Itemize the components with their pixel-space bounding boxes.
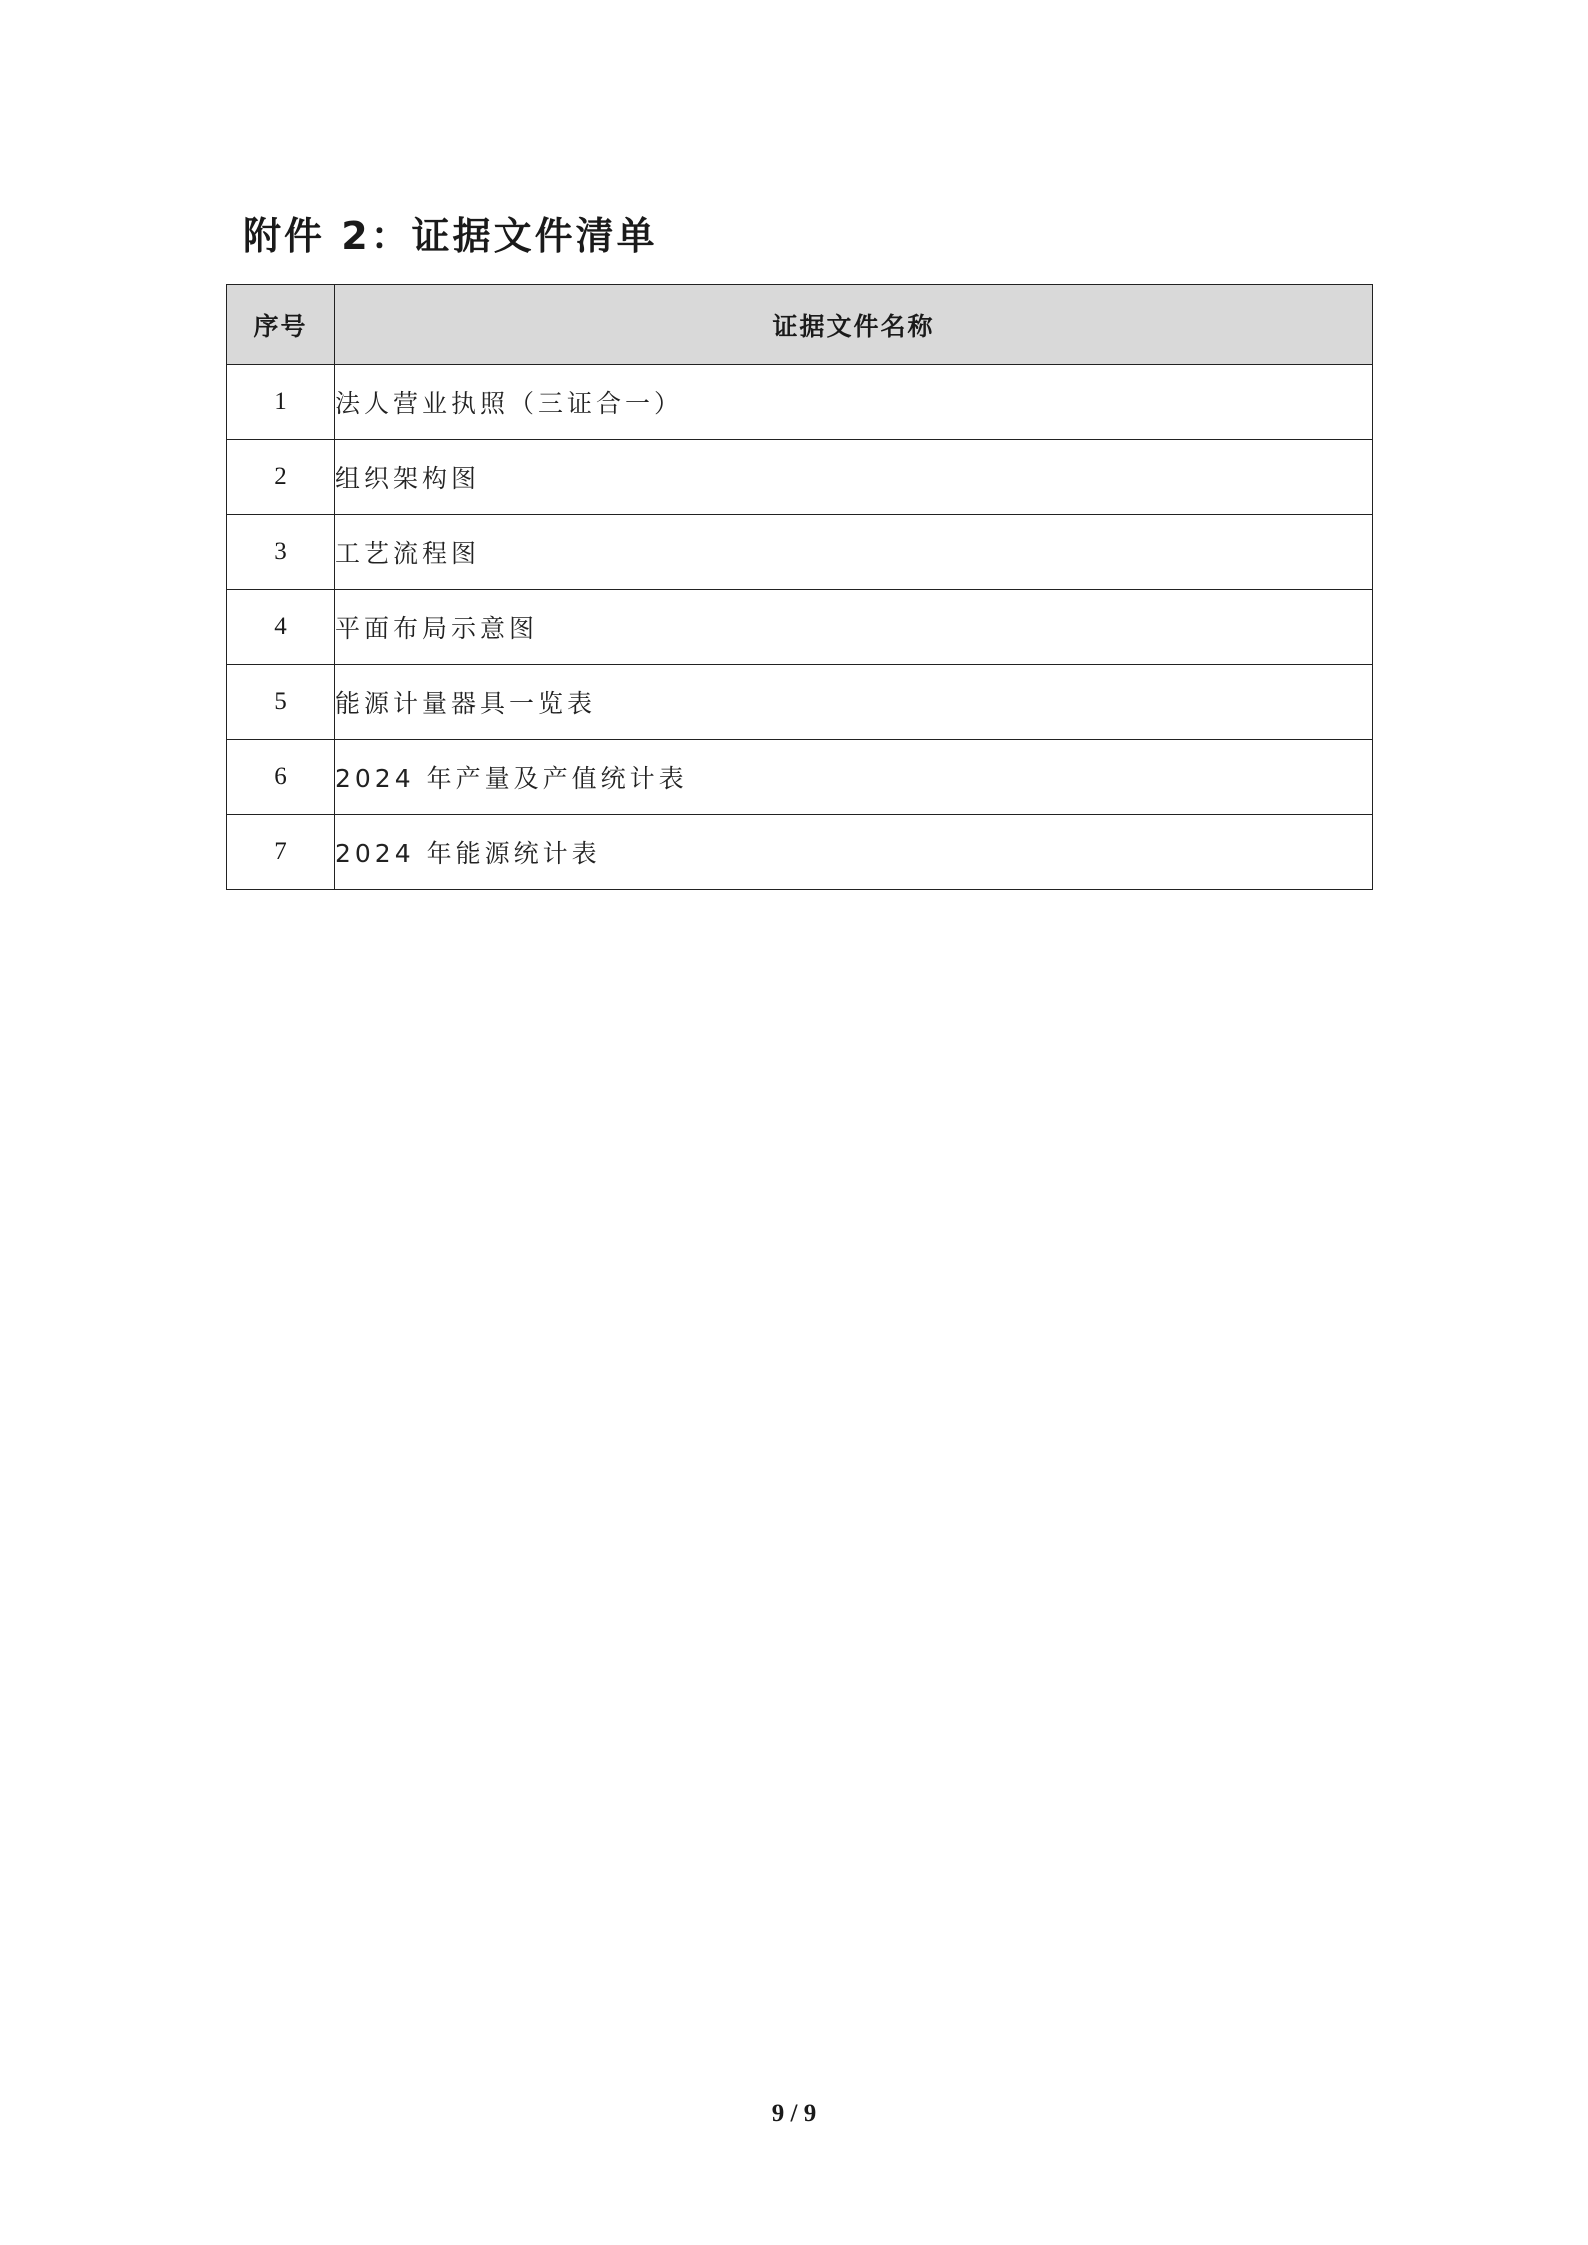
- row-file-name: 法人营业执照（三证合一）: [335, 365, 1373, 440]
- table-row: [227, 590, 1373, 665]
- row-file-name: 平面布局示意图: [335, 590, 1373, 665]
- row-file-name: 2024 年产量及产值统计表: [335, 740, 1373, 815]
- page-number: 9 / 9: [771, 2100, 817, 2127]
- row-number: 1: [227, 365, 335, 440]
- table-row: [227, 365, 1373, 440]
- row-number: 3: [227, 515, 335, 590]
- page-title: 附件 2：证据文件清单: [243, 214, 658, 258]
- table-row: [227, 740, 1373, 815]
- evidence-file-table: [226, 284, 1373, 890]
- row-file-name: 能源计量器具一览表: [335, 665, 1373, 740]
- table-row: [227, 440, 1373, 515]
- row-file-name: 组织架构图: [335, 440, 1373, 515]
- row-number: 4: [227, 590, 335, 665]
- row-file-name: 工艺流程图: [335, 515, 1373, 590]
- row-number: 6: [227, 740, 335, 815]
- row-number: 7: [227, 815, 335, 890]
- row-number: 5: [227, 665, 335, 740]
- row-file-name: 2024 年能源统计表: [335, 815, 1373, 890]
- table-row: [227, 515, 1373, 590]
- column-header-number: 序号: [227, 285, 335, 365]
- table-header-row: [227, 285, 1373, 365]
- row-number: 2: [227, 440, 335, 515]
- table-row: [227, 815, 1373, 890]
- column-header-name: 证据文件名称: [335, 285, 1373, 365]
- table-row: [227, 665, 1373, 740]
